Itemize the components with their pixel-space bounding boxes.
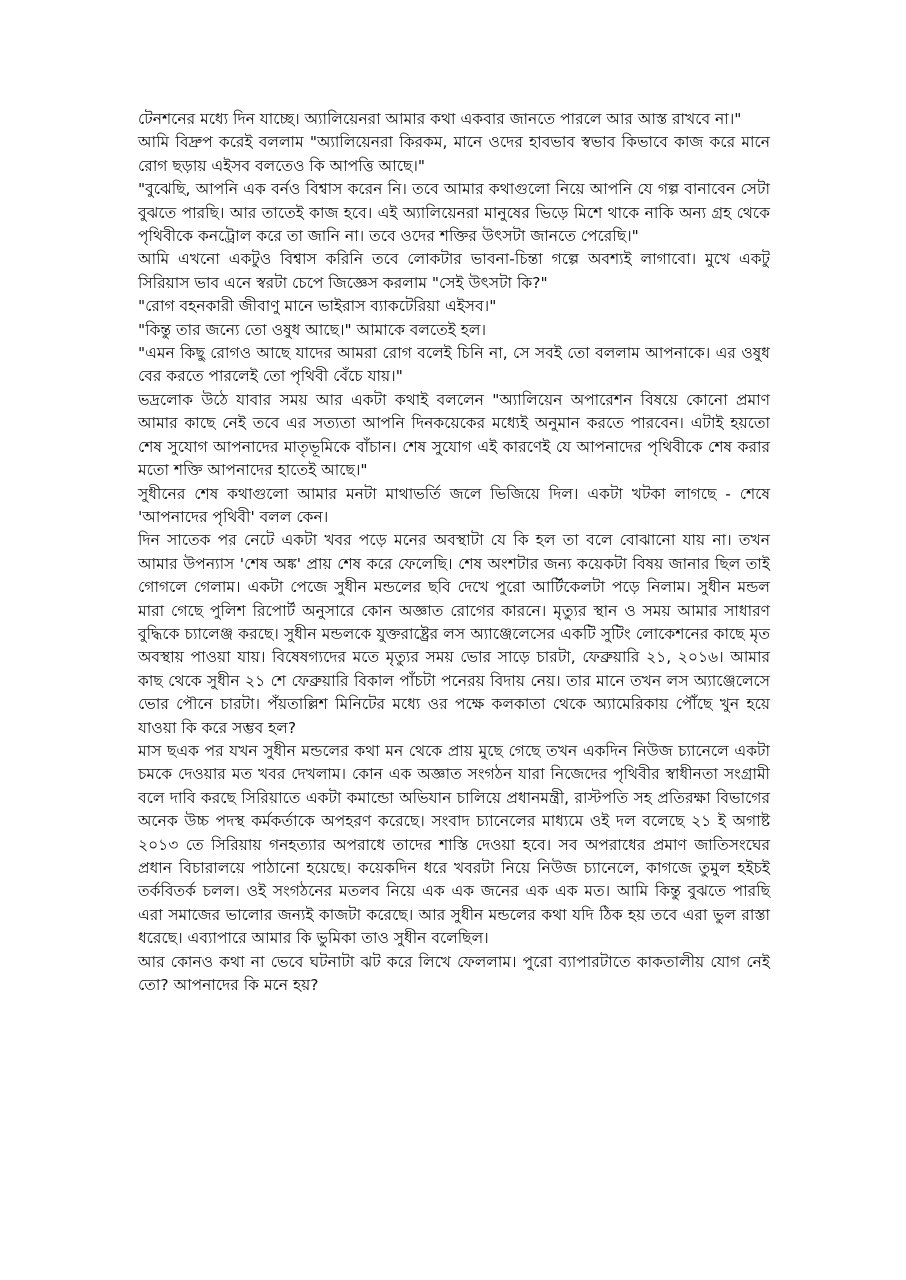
paragraph-10: দিন সাতেক পর নেটে একটা খবর পড়ে মনের অবস্থাটা যে কি হল তা বলে বোঝানো যায় না। তখন আমার উপন্যাস 'শেষ অঙ্ক' প্রায় শেষ করে ফেলেছি। শেষ অংশটার জন্য কয়েকটা বিষয় জানার ছিল তাই গোগলে গেলাম। একটা পেজে সুধীন মন্ডলের ছবি দেখে পুরো আর্টিকেলটা পড়ে নিলাম। সুধীন মন্ডল মারা গেছে পুলিশ রিপোর্ট অনুসারে কোন অজ্ঞাত রোগের কারনে। মৃত্যুর স্থান ও সময় আমার সাধারণ বুদ্ধিকে চ্যালেঞ্জ করছে। সুধীন মন্ডলকে যুক্তরাষ্ট্রের লস অ্যাঞ্জেলেসের একটি সুটিং লোকেশনের কাছে মৃত অবস্থায় পাওয়া যায়। বিষেষগ্যদের মতে মৃত্যুর সময় ভোর সাড়ে চারটা, ফেব্রুয়ারি ২১, ২০১৬। আমার কাছ থেকে সুধীন ২১ শে ফেব্রুয়ারি বিকাল পাঁচটা পনেরয় বিদায় নেয়। তার মানে তখন লস অ্যাঞ্জেলেসে ভোর পৌনে চারটা। পঁয়তাল্লিশ মিনিটের মধ্যে ওর পক্ষে কলকাতা থেকে অ্যামেরিকায় পৌঁছে খুন হয়ে যাওয়া কি করে সম্ভব হল? xyxy=(138,531,770,737)
paragraph-7: "এমন কিছু রোগও আছে যাদের আমরা রোগ বলেই চিনি না, সে সবই তো বললাম আপনাকে। এর ওষুধ বের করতে পারলেই তো পৃথিবী বেঁচে যায়।" xyxy=(138,344,770,386)
paragraph-4: আমি এখনো একটুও বিশ্বাস করিনি তবে লোকটার ভাবনা-চিন্তা গল্পে অবশ্যই লাগাবো। মুখে একটু সিরিয়াস ভাব এনে স্বরটা চেপে জিজ্ঞেস করলাম "সেই উৎসটা কি?" xyxy=(138,250,770,292)
paragraph-5: "রোগ বহনকারী জীবাণু মানে ভাইরাস ব্যাকটেরিয়া এইসব।" xyxy=(138,297,497,316)
paragraph-3: "বুঝেছি, আপনি এক বর্নও বিশ্বাস করেন নি। তবে আমার কথাগুলো নিয়ে আপনি যে গল্প বানাবেন সেটা বুঝতে পারছি। আর তাতেই কাজ হবে। এই অ্যালিয়েনরা মানুষের ভিড়ে মিশে থাকে নাকি অন্য গ্রহ থেকে পৃথিবীকে কনট্রোল করে তা জানি না। তবে ওদের শক্তির উৎসটা জানতে পেরেছি।" xyxy=(138,180,770,246)
paragraph-6: "কিন্তু তার জন্যে তো ওষুধ আছে।" আমাকে বলতেই হল। xyxy=(138,320,487,339)
paragraph-12: আর কোনও কথা না ভেবে ঘটনাটা ঝট করে লিখে ফেললাম। পুরো ব্যাপারটাতে কাকতালীয় যোগ নেই তো? আপনাদের কি মনে হয়? xyxy=(138,952,770,995)
paragraph-8: ভদ্রলোক উঠে যাবার সময় আর একটা কথাই বললেন "অ্যালিয়েন অপারেশন বিষয়ে কোনো প্রমাণ আমার কাছে নেই তবে এর সত্যতা আপনি দিনকয়েকের মধ্যেই অনুমান করতে পারবেন। এটাই হয়তো শেষ সুযোগ আপনাদের মাতৃভূমিকে বাঁচান। শেষ সুযোগ এই কারণেই যে আপনাদের পৃথিবীকে শেষ করার মতো শক্তি আপনাদের হাতেই আছে।" xyxy=(138,390,770,480)
paragraph-2: আমি বিদ্রুপ করেই বললাম "অ্যালিয়েনরা কিরকম, মানে ওদের হাবভাব স্বভাব কিভাবে কাজ করে মানে রোগ ছড়ায় এইসব বলতেও কি আপত্তি আছে।" xyxy=(138,133,770,175)
paragraph-1: টেনশনের মধ্যে দিন যাচ্ছে। অ্যালিয়েনরা আমার কথা একবার জানতে পারলে আর আস্ত রাখবে না।" xyxy=(138,110,742,128)
paragraph-11: মাস ছএক পর যখন সুধীন মন্ডলের কথা মন থেকে প্রায় মুছে গেছে তখন একদিন নিউজ চ্যানেলে একটা চমকে দেওয়ার মত খবর দেখলাম। কোন এক অজ্ঞাত সংগঠন যারা নিজেদের পৃথিবীর স্বাধীনতা সংগ্রামী বলে দাবি করছে সিরিয়াতে একটা কমান্ডো অভিযান চালিয়ে প্রধানমন্ত্রী, রাস্টপতি সহ প্রতিরক্ষা বিভাগের অনেক উচ্চ পদস্থ কর্মকর্তাকে অপহরণ করেছে। সংবাদ চ্যানেলের মাধ্যমে ওই দল বলেছে ২১ ই অগাষ্ট ২০১৩ তে সিরিয়ায় গনহত্যার অপরাধে তাদের শাস্তি দেওয়া হবে। সব অপরাধের প্রমাণ জাতিসংঘের প্রধান বিচারালয়ে পাঠানো হয়েছে। কয়েকদিন ধরে খবরটা নিয়ে নিউজ চ্যানেলে, কাগজে তুমুল হইচই তর্কবিতর্ক চলল। ওই সংগঠনের মতলব নিয়ে এক এক জনের এক এক মত। আমি কিন্তু বুঝতে পারছি এরা সমাজের ভালোর জন্যই কাজটা করেছে। আর সুধীন মন্ডলের কথা যদি ঠিক হয় তবে এরা ভুল রাস্তা ধরেছে। এব্যাপারে আমার কি ভুমিকা তাও সুধীন বলেছিল। xyxy=(138,741,770,948)
document-page xyxy=(138,108,770,997)
paragraph-9: সুধীনের শেষ কথাগুলো আমার মনটা মাথাভর্তি জলে ভিজিয়ে দিল। একটা খটকা লাগছে - শেষে 'আপনাদের পৃথিবী' বলল কেন। xyxy=(138,484,770,526)
